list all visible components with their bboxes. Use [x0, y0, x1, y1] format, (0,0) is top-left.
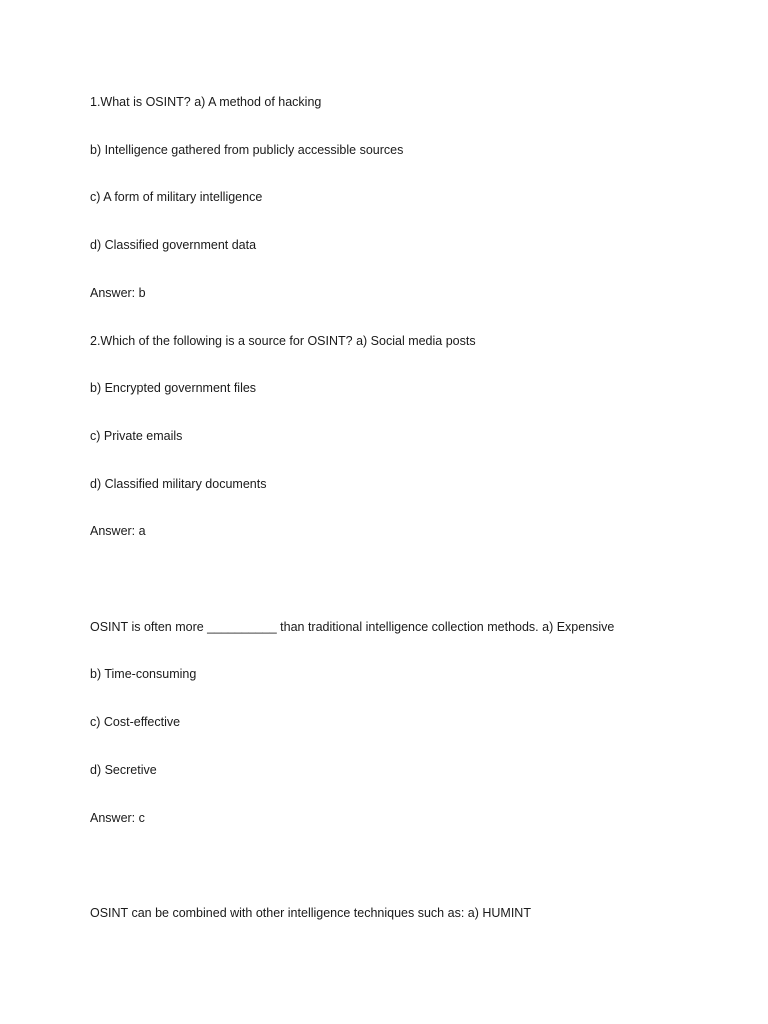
- question-2-option-b: b) Encrypted government files: [90, 381, 257, 395]
- question-2-option-c: c) Private emails: [90, 429, 183, 443]
- question-3-option-b: b) Time-consuming: [90, 667, 197, 681]
- question-3-answer: Answer: c: [90, 811, 145, 825]
- question-2-option-d: d) Classified military documents: [90, 477, 267, 491]
- question-1-option-d: d) Classified government data: [90, 238, 257, 252]
- question-1-option-b: b) Intelligence gathered from publicly accessible sources: [90, 143, 404, 157]
- question-3-option-c: c) Cost-effective: [90, 715, 181, 729]
- question-1-line: 1.What is OSINT? a) A method of hacking: [90, 95, 322, 109]
- question-1-answer: Answer: b: [90, 286, 146, 300]
- question-2-answer: Answer: a: [90, 524, 146, 538]
- question-1-option-c: c) A form of military intelligence: [90, 190, 263, 204]
- question-3-line: OSINT is often more __________ than traditional intelligence collection methods. a) Expensive: [90, 620, 615, 634]
- question-4-line: OSINT can be combined with other intelligence techniques such as: a) HUMINT: [90, 906, 531, 920]
- question-3-option-d: d) Secretive: [90, 763, 157, 777]
- question-2-line: 2.Which of the following is a source for OSINT? a) Social media posts: [90, 334, 476, 348]
